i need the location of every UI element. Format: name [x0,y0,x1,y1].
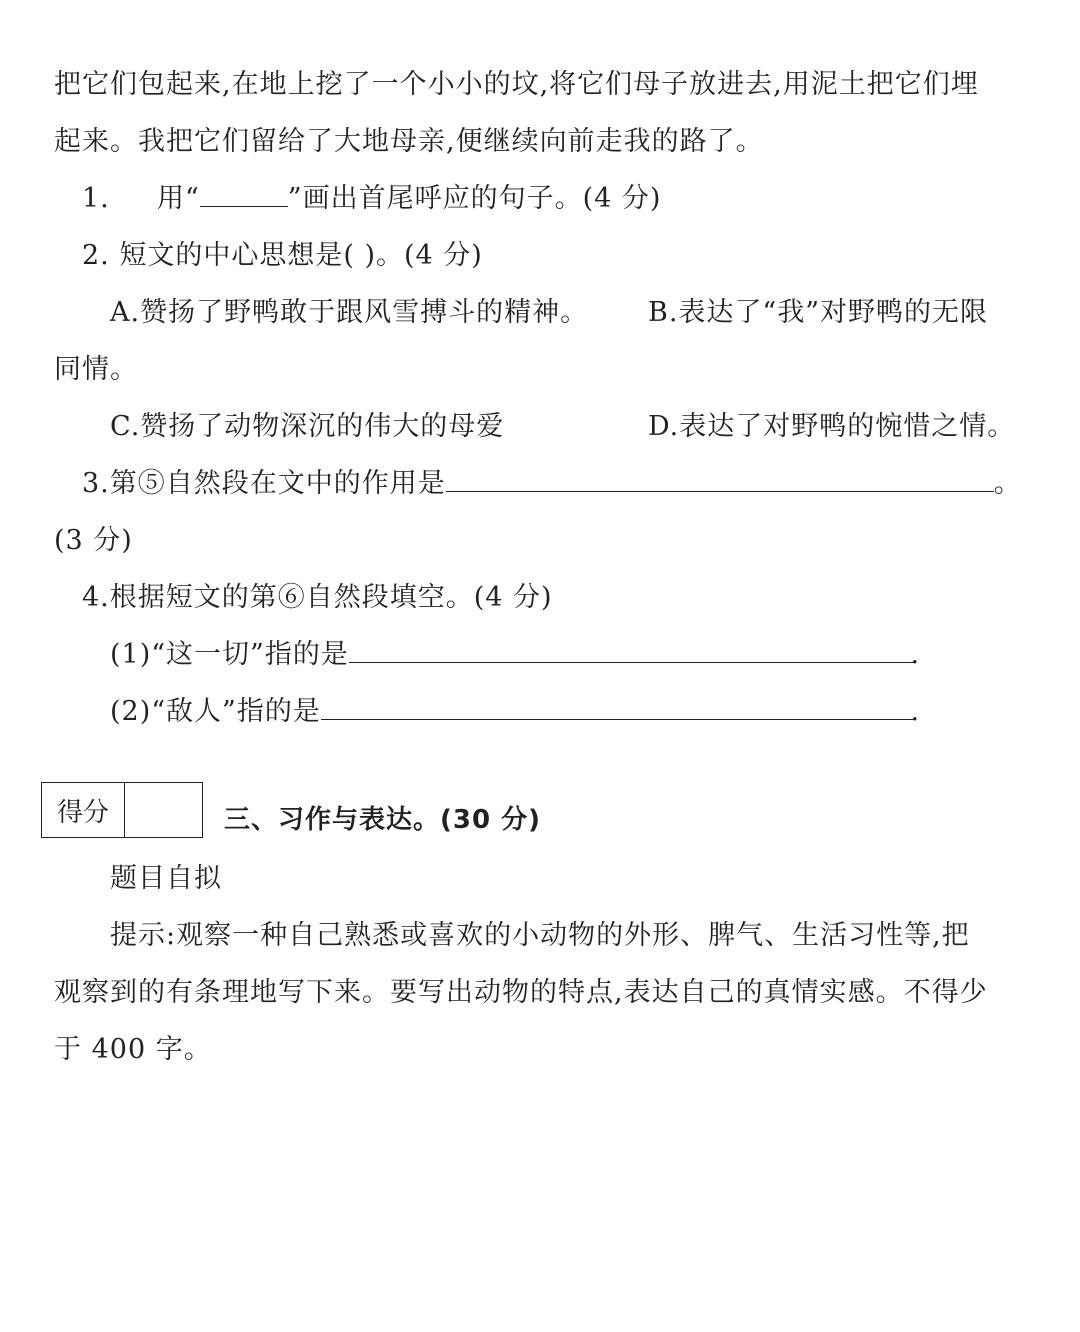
question-1-prefix: 用“ [156,183,200,214]
question-4-sub-1-label: (1)“这一切”指的是 [110,639,349,670]
blank-period: . [910,696,921,727]
question-4-stem: 4.根据短文的第⑥自然段填空。(4 分) [82,582,553,613]
question-1-suffix: ”画出首尾呼应的句子。(4 分) [287,183,662,214]
question-2-option-d: D.表达了对野鸭的惋惜之情。 [648,411,1016,442]
question-3-score: (3 分) [54,525,133,556]
question-4-sub-1 [110,632,920,671]
section-3-title: 三、习作与表达。(30 分) [224,805,541,835]
question-1 [82,176,661,215]
question-4-sub-1-blank[interactable] [349,640,915,663]
question-4-sub-2-blank[interactable] [321,697,915,720]
question-3-end: 。 [993,468,1022,499]
essay-hint-line-3: 于 400 字。 [54,1034,212,1065]
essay-topic: 题目自拟 [110,863,222,894]
passage-line-1: 把它们包起来,在地上挖了一个小小的坟,将它们母子放进去,用泥土把它们埋 [54,69,979,100]
question-4-sub-2-label: (2)“敌人”指的是 [110,696,321,727]
question-2-option-b-continued: 同情。 [54,354,138,385]
score-value-field[interactable] [125,783,202,837]
question-2-stem: 2. 短文的中心思想是( )。(4 分) [82,240,483,271]
question-3-blank[interactable] [446,469,994,492]
question-3-stem: 3.第⑤自然段在文中的作用是 [82,468,446,499]
question-4-sub-2 [110,689,920,728]
passage-line-2: 起来。我把它们留给了大地母亲,便继续向前走我的路了。 [54,126,764,157]
score-box [41,782,203,838]
blank-period: . [910,639,921,670]
essay-hint-line-2: 观察到的有条理地写下来。要写出动物的特点,表达自己的真情实感。不得少 [54,977,988,1008]
question-1-number: 1. [82,183,110,214]
question-1-blank[interactable] [200,184,288,207]
essay-hint-line-1: 提示:观察一种自己熟悉或喜欢的小动物的外形、脾气、生活习性等,把 [110,920,970,951]
question-2-option-b: B.表达了“我”对野鸭的无限 [648,297,989,328]
question-2-option-c: C.赞扬了动物深沉的伟大的母爱 [110,411,505,442]
question-2-option-a: A.赞扬了野鸭敢于跟风雪搏斗的精神。 [110,297,589,328]
question-3 [82,461,1022,500]
score-label: 得分 [42,783,125,837]
